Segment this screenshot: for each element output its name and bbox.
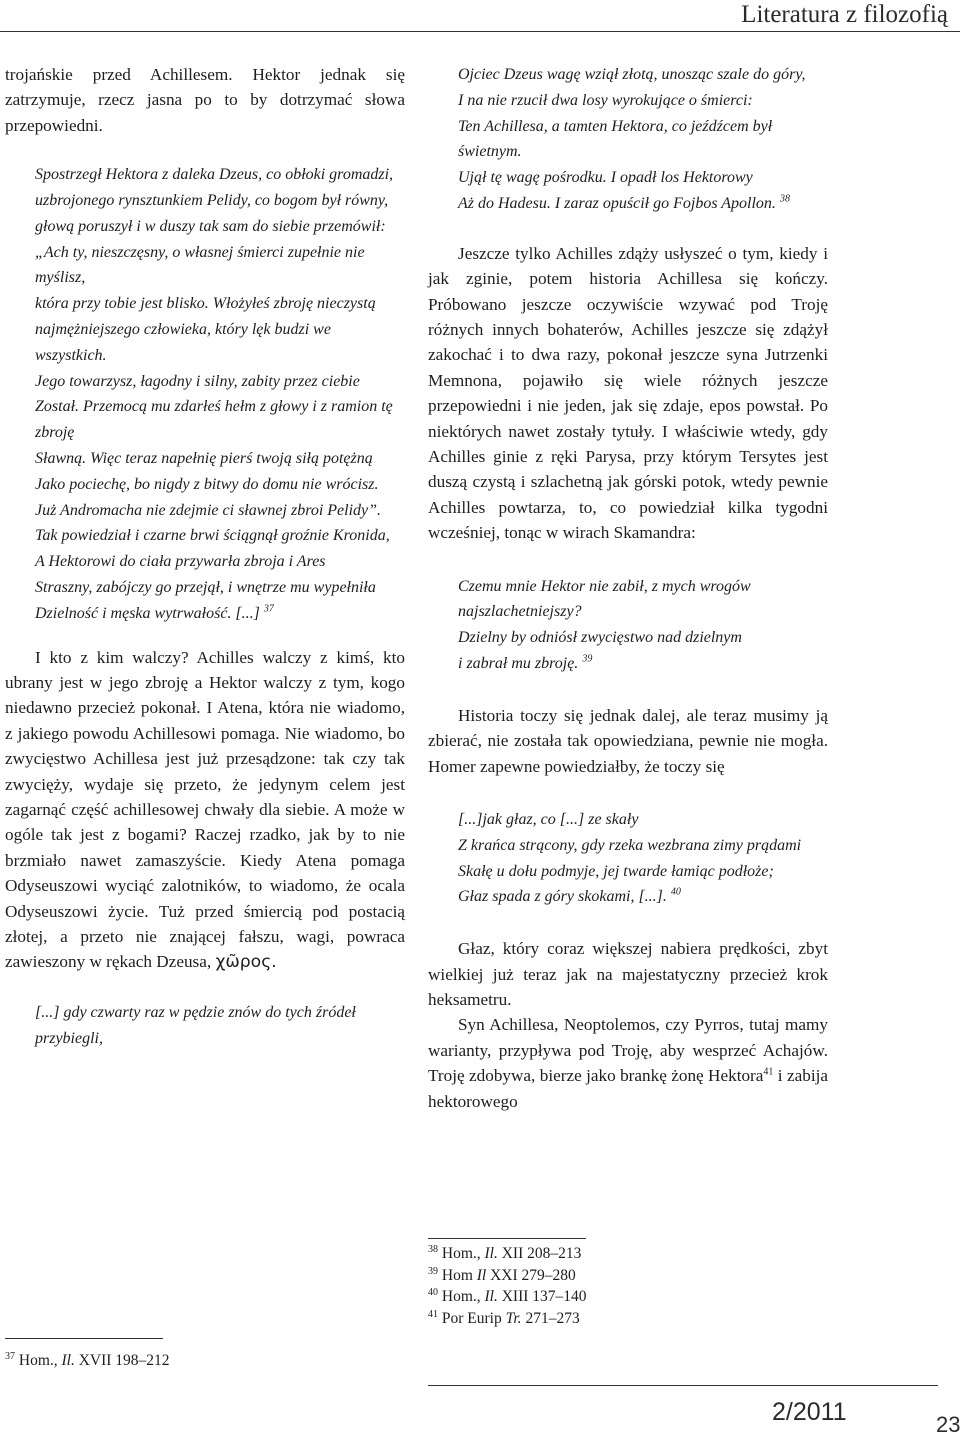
verse-text: Jego towarzysz, łagodny i silny, zabity przez ciebie: [35, 372, 360, 390]
verse-text: Został. Przemocą mu zdarłeś hełm z głowy i z ramion tę zbroję: [35, 398, 393, 442]
verse-line: [458, 165, 828, 191]
verse-text: Straszny, zabójczy go przejął, i wnętrze mu wypełniła: [35, 578, 376, 596]
footnote-work: Il: [476, 1266, 487, 1284]
footnote-ref: 40: [670, 887, 681, 899]
footnote-number: 38: [428, 1243, 438, 1255]
quote-iliad-xxi: [458, 574, 828, 677]
verse-text: uzbrojonego rynsztunkiem Pelidy, co bogom był równy,: [35, 192, 389, 210]
footnotes-right: [428, 1243, 828, 1329]
verse-text: „Ach ty, nieszczęsny, o własnej śmierci zupełnie nie myślisz,: [35, 243, 365, 287]
verse-text: Sławną. Więc teraz napełnię pierś twoją siłą potężną: [35, 449, 373, 467]
footnote-location: XVII 198–212: [74, 1352, 170, 1369]
verse-line: [35, 291, 405, 317]
footnote: [428, 1265, 828, 1287]
verse-line: [35, 1000, 405, 1052]
verse-text: [...] gdy czwarty raz w pędzie znów do tych źródeł przybiegli,: [35, 1003, 356, 1047]
verse-text: Ten Achillesa, a tamten Hektora, co jeźdźcem był świetnym.: [458, 117, 773, 161]
verse-text: Jako pociechę, bo nigdy z bitwy do domu nie wrócisz.: [35, 475, 379, 493]
verse-text: Ujął tę wagę pośrodku. I opadł los Hektorowy: [458, 169, 753, 187]
verse-line: [35, 240, 405, 292]
verse-text: głową poruszył i w duszy tak sam do siebie przemówił:: [35, 217, 386, 235]
verse-line: [35, 317, 405, 369]
header-rule: [0, 31, 960, 32]
footnote-number: 37: [5, 1350, 15, 1362]
journal-section-title: Literatura z filozofią: [741, 1, 948, 28]
verse-text: Dzielny by odniósł zwycięstwo nad dzielnym: [458, 629, 742, 647]
footnote-location: XIII 137–140: [497, 1288, 587, 1305]
verse-line: [458, 884, 828, 910]
footer-rule: [428, 1385, 938, 1386]
verse-text: A Hektorowi do ciała przywarła zbroja i Ares: [35, 553, 326, 571]
verse-text: Głaz spada z góry skokami, [...].: [458, 888, 667, 906]
verse-text: Spostrzegł Hektora z daleka Dzeus, co obłoki gromadzi,: [35, 166, 394, 184]
footnote-source: Hom.,: [441, 1288, 485, 1305]
footnote-work: Il.: [484, 1245, 498, 1262]
footnote: [428, 1286, 828, 1308]
verse-line: [35, 369, 405, 395]
body-paragraph: [428, 1012, 828, 1114]
paragraph-text: i zabija hektorowego: [428, 1066, 829, 1111]
verse-text: Aż do Hadesu. I zaraz opuścił go Fojbos Apollon.: [458, 194, 776, 212]
verse-line: [35, 523, 405, 549]
body-paragraph: [5, 645, 405, 976]
footnote-location: 271–273: [521, 1309, 580, 1327]
footnote-ref: 41: [763, 1066, 774, 1078]
verse-line: [35, 575, 405, 601]
footnote-number: 39: [428, 1265, 438, 1277]
verse-line: [35, 472, 405, 498]
quote-iliad-xxii: [35, 1000, 405, 1052]
verse-line: [458, 651, 828, 677]
footnote-ref: 38: [779, 193, 790, 205]
verse-text: Z krańca strącony, gdy rzeka wezbrana zimy prądami: [458, 836, 802, 854]
footnote-location: XII 208–213: [497, 1245, 582, 1262]
verse-line: [35, 188, 405, 214]
footnote-ref: 39: [582, 653, 593, 665]
verse-line: [35, 549, 405, 575]
footnote-work: Tr.: [505, 1309, 522, 1327]
verse-line: [458, 574, 828, 626]
verse-text: Tak powiedział i czarne brwi ściągnął groźnie Kronida,: [35, 527, 390, 545]
verse-line: [35, 498, 405, 524]
footnote-location: XXI 279–280: [486, 1266, 576, 1284]
footnote-rule-right: [428, 1238, 586, 1239]
footnote-number: 40: [428, 1286, 438, 1298]
body-paragraph: Głaz, który coraz większej nabiera prędkości, zbyt wielkiej już teraz jak na majestatyczny przecież krok heksametru.: [428, 939, 828, 1010]
footnote: [428, 1243, 828, 1265]
footnote-source: Hom: [441, 1266, 477, 1284]
verse-line: [458, 191, 828, 217]
verse-text: Czemu mnie Hektor nie zabił, z mych wrogów najszlachetniejszy?: [458, 577, 751, 621]
verse-line: [35, 446, 405, 472]
verse-text: Ojciec Dzeus wagę wziął złotą, unosząc szale do góry,: [458, 66, 806, 83]
page-number: 23: [936, 1412, 960, 1437]
verse-text: Skałę u dołu podmyje, jej twarde łamiąc podłoże;: [458, 862, 774, 880]
verse-line: [458, 62, 828, 88]
right-column: [428, 62, 828, 1114]
quote-iliad-xvii: [35, 162, 405, 626]
footnote-number: 41: [428, 1308, 438, 1320]
footnote: [5, 1350, 405, 1372]
verse-text: [...]jak głaz, co [...] ze skały: [458, 811, 639, 829]
footnote-work: Il.: [484, 1288, 498, 1305]
footnote-work: Il.: [61, 1352, 75, 1369]
verse-text: Już Andromacha nie zdejmie ci sławnej zbroi Pelidy”.: [35, 501, 382, 519]
footnote-source: Por Eurip: [441, 1309, 506, 1327]
verse-line: [35, 601, 405, 627]
verse-line: [458, 88, 828, 114]
issue-number: 2/2011: [772, 1398, 847, 1426]
body-paragraph: Jeszcze tylko Achilles zdąży usłyszeć o tym, kiedy i jak zginie, potem historia Achillesa się kończy. Próbowano jeszcze oczywiście wzywać pod Troję różnych innych bohaterów, Achilles jeszcze się zdążył zakochać i to dwa razy, pokonał jeszcze syna Jutrzenki Memnona, pojawiło się wiele różnych jeszcze przepowiedni i nie jeden, jak się zdaje, epos powstał. Po niektórych nawet zostały tytuły. I właściwie wtedy, gdy Achilles ginie z ręki Parysa, przy którym Tersytes jest duszą czystą i szlachetną jak górski potok, wtedy pewnie Achilles powtarza, to, co powiedział kilka tygodni wcześniej, tonąc w wirach Skamandra:: [428, 243, 828, 543]
verse-text: Dzielność i męska wytrwałość. [...]: [35, 604, 260, 622]
verse-line: [35, 214, 405, 240]
verse-line: [458, 833, 828, 859]
verse-line: [458, 625, 828, 651]
footnote-ref: 37: [263, 603, 274, 615]
quote-iliad-xxii-scales: [458, 62, 828, 217]
footnote-rule-left: [5, 1338, 163, 1339]
verse-text: I na nie rzucił dwa losy wyrokujące o śmierci:: [458, 91, 753, 109]
footnote-source: Hom.,: [18, 1352, 62, 1369]
verse-line: [458, 859, 828, 885]
verse-line: [458, 114, 828, 166]
verse-text: która przy tobie jest blisko. Włożyłeś zbroję nieczystą: [35, 295, 376, 313]
verse-line: [35, 394, 405, 446]
body-paragraph: Historia toczy się jednak dalej, ale teraz musimy ją zbierać, nie została tak opowiedziana, pewnie nie mogła. Homer zapewne powiedziałby, że toczy się: [428, 705, 828, 776]
paragraph-text: I kto z kim walczy? Achilles walczy z kimś, kto ubrany jest w jego zbroję a Hektor walczy z tym, kogo niedawno przecież pokonał. I Atena, która nie wiadomo, z jakiego powodu Achillesowi pomaga. Nie wiadomo, bo zwycięstwo Achillesa jest już przesądzone: tak czy tak zwycięży, wydaje się przeto, że jedynym celem jest zagarnąć część achillesowej chwały dla siebie. A może w ogóle tak jest z bogami? Raczej rzadko, jak by to nie brzmiało nawet zamaszyście. Kiedy Atena pomaga Odyseuszowi wyciąć zalotników, to wiadomo, że ocala Odyseuszowi życie. Tuż przed śmiercią pod postacią złotej, a przeto nie znającej fałszu, wagi, powraca zawieszony w rękach Dzeusa,: [5, 647, 405, 972]
verse-line: [35, 162, 405, 188]
paragraph-text: Syn Achillesa, Neoptolemos, czy Pyrros, tutaj mamy warianty, przypływa pod Troję, aby wesprzeć Achajów. Troję zdobywa, bierze jako brankę żonę Hektora: [428, 1015, 828, 1086]
footnote-source: Hom.,: [441, 1245, 485, 1262]
verse-text: najmężniejszego człowieka, który lęk budzi we wszystkich.: [35, 321, 331, 364]
left-column: [5, 62, 405, 1069]
footnotes-left: [5, 1350, 405, 1372]
running-header: [0, 0, 960, 34]
greek-word: χῶρος.: [215, 952, 277, 973]
quote-iliad-xiii: [458, 807, 828, 910]
verse-text: i zabrał mu zbroję.: [458, 655, 579, 673]
intro-paragraph: trojańskie przed Achillesem. Hektor jednak się zatrzymuje, rzecz jasna po to by dotrzymać słowa przepowiedni.: [5, 65, 405, 135]
footnote: [428, 1308, 828, 1330]
verse-line: [458, 807, 828, 833]
